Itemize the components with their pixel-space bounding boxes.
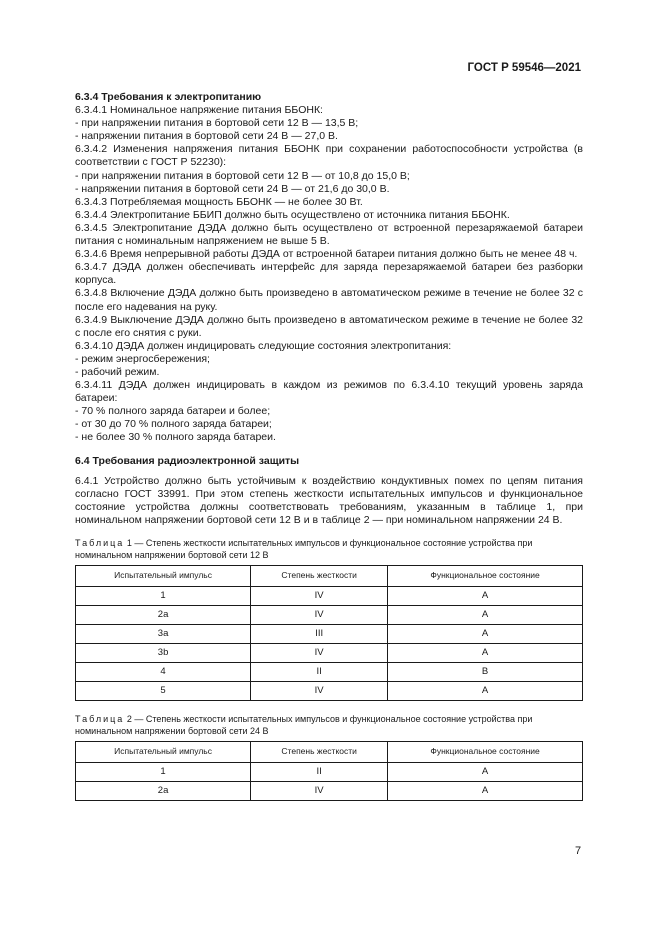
table2-caption-text: 2 — Степень жесткости испытательных импульсов и функциональное состояние устройства при номинальном напряжении бортовой сети 24 В <box>75 714 533 736</box>
table-cell: II <box>251 663 388 682</box>
column-header: Функциональное состояние <box>388 566 583 587</box>
text-line: - от 30 до 70 % полного заряда батареи; <box>75 418 272 431</box>
table-cell: 5 <box>76 682 251 701</box>
table1-caption <box>75 537 583 561</box>
table1-caption-text: 1 — Степень жесткости испытательных импульсов и функциональное состояние устройства при номинальном напряжении бортовой сети 12 В <box>75 538 533 560</box>
table-cell: A <box>388 682 583 701</box>
text-line: 6.3.4.11 ДЭДА должен индицировать в каждом из режимов по 6.3.4.10 текущий уровень заряда батареи: <box>75 379 583 405</box>
table-cell: 3b <box>76 644 251 663</box>
page-number: 7 <box>575 845 582 857</box>
table-row <box>76 625 583 644</box>
table-cell: 4 <box>76 663 251 682</box>
table1-caption-label: Таблица <box>75 538 125 548</box>
table-row <box>76 587 583 606</box>
table-cell: A <box>388 644 583 663</box>
table-cell: A <box>388 587 583 606</box>
text-line: - при напряжении питания в бортовой сети 12 В — от 10,8 до 15,0 В; <box>75 169 410 182</box>
table-header-row <box>76 742 583 763</box>
text-line: - при напряжении питания в бортовой сети 12 В — 13,5 В; <box>75 117 359 130</box>
table-row <box>76 682 583 701</box>
text-line: - режим энергосбережения; <box>75 352 210 365</box>
table2-caption <box>75 713 583 737</box>
table-cell: 2a <box>76 606 251 625</box>
text-line: 6.3.4.9 Выключение ДЭДА должно быть произведено в автоматическом режиме в течение не более 32 с после его снятия с руки. <box>75 313 583 339</box>
table-cell: IV <box>251 682 388 701</box>
table-cell: III <box>251 625 388 644</box>
text-line: - не более 30 % полного заряда батареи. <box>75 431 276 444</box>
page-body <box>75 91 583 801</box>
table-cell: II <box>251 763 388 782</box>
column-header: Степень жесткости <box>251 566 388 587</box>
table-row <box>76 782 583 801</box>
text-line: 6.3.4.10 ДЭДА должен индицировать следующие состояния электропитания: <box>75 339 452 352</box>
text-line: 6.3.4.6 Время непрерывной работы ДЭДА от встроенной батареи питания должно быть не менее 48 ч. <box>75 248 578 261</box>
table-2 <box>75 741 583 801</box>
table-cell: A <box>388 763 583 782</box>
table-cell: IV <box>251 782 388 801</box>
text-line: 6.3.4.8 Включение ДЭДА должно быть произведено в автоматическом режиме в течение не более 32 с после его надевания на руку. <box>75 287 583 313</box>
text-line: 6.3.4.5 Электропитание ДЭДА должно быть осуществлено от встроенной перезаряжаемой батареи питания с номинальным напряжением не выше 5 В. <box>75 221 583 248</box>
text-line: 6.3.4.7 ДЭДА должен обеспечивать интерфейс для заряда перезаряжаемой батареи без разборки корпуса. <box>75 261 583 287</box>
section-heading-power: 6.3.4 Требования к электропитанию <box>75 91 262 103</box>
emc-paragraph: 6.4.1 Устройство должно быть устойчивым к воздействию кондуктивных помех по цепям питания согласно ГОСТ 33991. При этом степень жесткости испытательных импульсов и функциональное состояние устройства должны соответствовать требованиям, указанным в таблице 1, при номинальном напряжении бортовой сети 12 В и в таблице 2 — при номинальном напряжении 24 В. <box>75 474 583 526</box>
spacer <box>75 445 583 455</box>
text-line: - рабочий режим. <box>75 365 160 378</box>
document-id: ГОСТ Р 59546—2021 <box>467 62 581 74</box>
section-heading-emc: 6.4 Требования радиоэлектронной защиты <box>75 454 300 467</box>
table-cell: 1 <box>76 587 251 606</box>
table-cell: A <box>388 625 583 644</box>
text-line: - напряжении питания в бортовой сети 24 В — 27,0 В. <box>75 130 338 143</box>
table2-caption-label: Таблица <box>75 714 125 724</box>
table-row <box>76 763 583 782</box>
table-1 <box>75 565 583 701</box>
text-line: - 70 % полного заряда батареи и более; <box>75 405 271 418</box>
column-header: Испытательный импульс <box>76 566 251 587</box>
table-cell: IV <box>251 606 388 625</box>
text-line: 6.3.4.1 Номинальное напряжение питания ББОНК: <box>75 104 323 117</box>
column-header: Функциональное состояние <box>388 742 583 763</box>
column-header: Степень жесткости <box>251 742 388 763</box>
table-row <box>76 644 583 663</box>
text-line: 6.3.4.3 Потребляемая мощность ББОНК — не более 30 Вт. <box>75 195 363 208</box>
table-cell: A <box>388 782 583 801</box>
table-cell: A <box>388 606 583 625</box>
table-cell: 2a <box>76 782 251 801</box>
power-requirements-list <box>75 104 583 444</box>
table-cell: B <box>388 663 583 682</box>
table-cell: IV <box>251 644 388 663</box>
table-header-row <box>76 566 583 587</box>
text-line: 6.3.4.4 Электропитание ББИП должно быть осуществлено от источника питания ББОНК. <box>75 208 510 221</box>
table-row <box>76 606 583 625</box>
text-line: - напряжении питания в бортовой сети 24 В — от 21,6 до 30,0 В. <box>75 182 390 195</box>
column-header: Испытательный импульс <box>76 742 251 763</box>
table-cell: 3a <box>76 625 251 644</box>
table-row <box>76 663 583 682</box>
text-line: 6.3.4.2 Изменения напряжения питания ББОНК при сохранении работоспособности устройства (в соответствии с ГОСТ Р 52230): <box>75 143 583 169</box>
table-cell: 1 <box>76 763 251 782</box>
table-cell: IV <box>251 587 388 606</box>
